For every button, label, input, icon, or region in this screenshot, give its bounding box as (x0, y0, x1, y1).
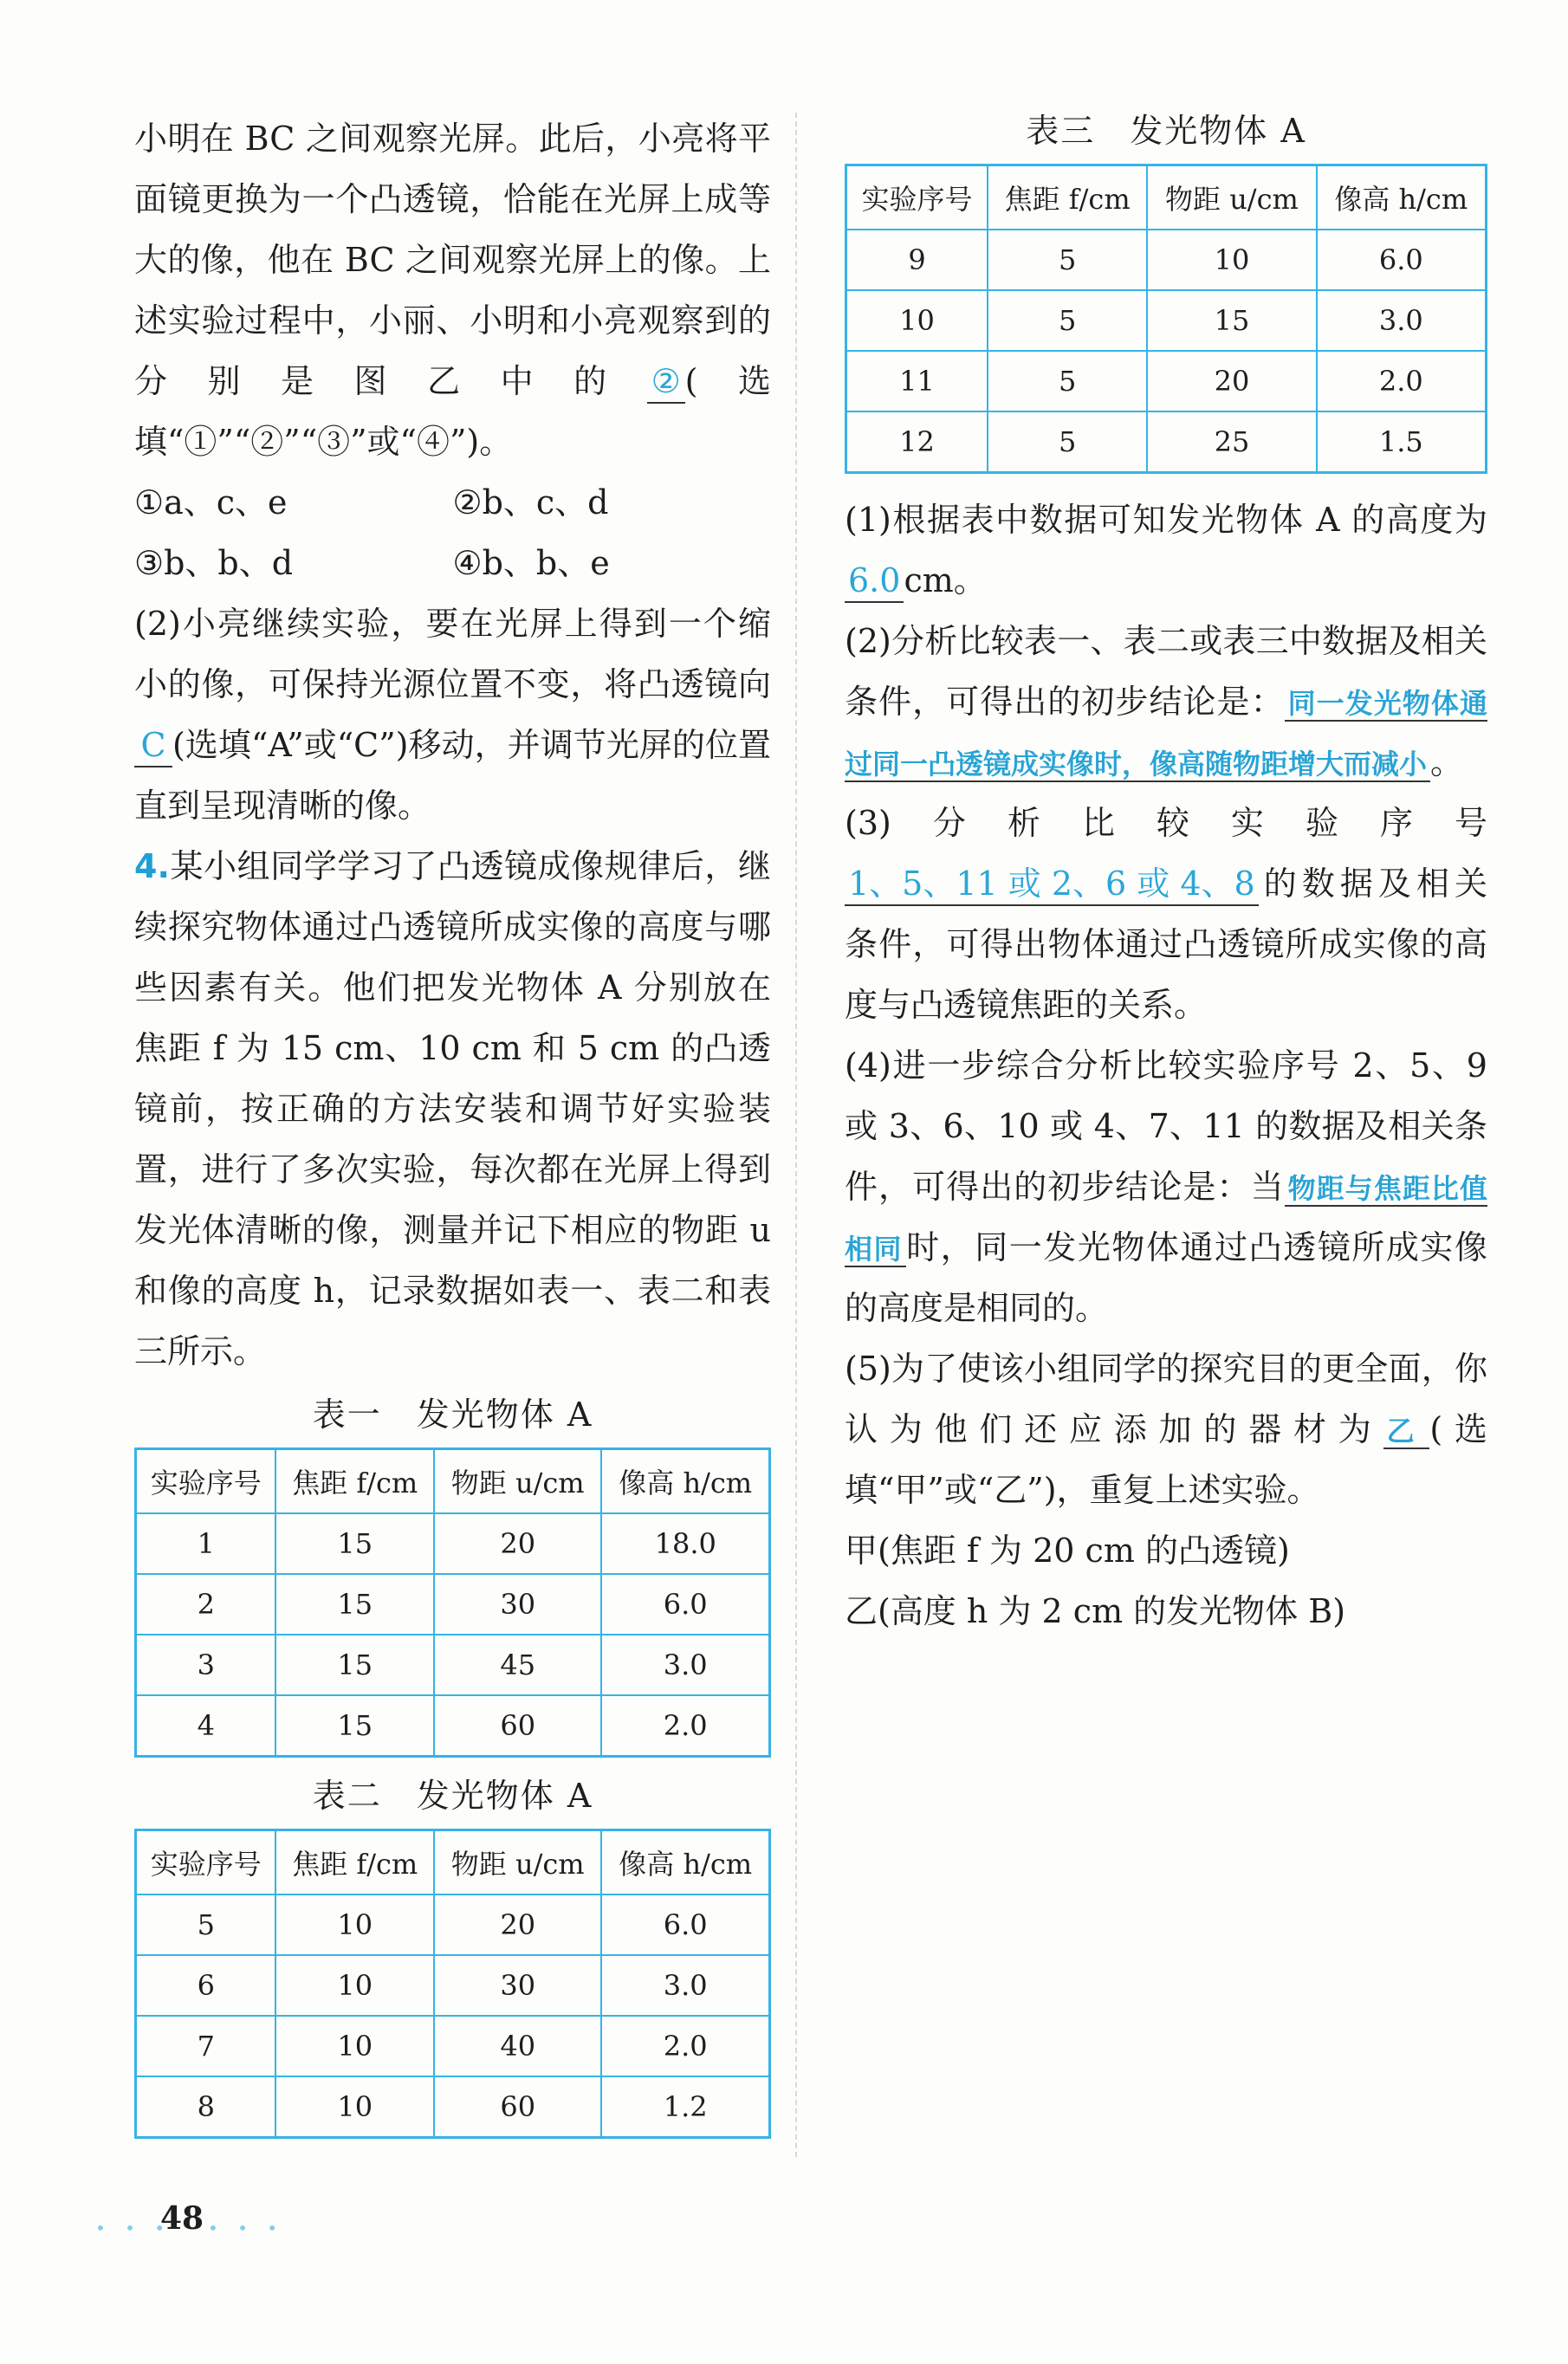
header-cell: 像高 h/cm (601, 1449, 769, 1514)
decorative-dots-right: • • • (208, 2218, 285, 2238)
cell: 30 (434, 1574, 601, 1635)
cell: 5 (988, 351, 1147, 411)
answer-blank-a4: 物距与焦距比值相同 (845, 1172, 1487, 1266)
cell: 45 (434, 1635, 601, 1695)
answer-blank-a1: 6.0 (845, 561, 904, 603)
table-row (846, 230, 1487, 290)
a4-tail: 时，同一发光物体通过凸透镜所成实像的高度是相同的。 (845, 1228, 1487, 1327)
answer-blank-1: ② (647, 362, 685, 404)
option-1: ①a、c、e (134, 483, 288, 521)
page-number: 48 (160, 2200, 204, 2237)
answer-blank-a3: 1、5、11 或 2、6 或 4、8 (845, 865, 1259, 906)
cell: 60 (434, 2076, 601, 2138)
options-row-2 (134, 533, 771, 593)
table-row (136, 1695, 770, 1757)
option-2: ②b、c、d (452, 483, 609, 521)
cell: 3.0 (1317, 290, 1487, 351)
header-cell: 实验序号 (136, 1830, 276, 1895)
column-divider (795, 113, 797, 2157)
table-row (136, 1574, 770, 1635)
header-cell: 像高 h/cm (601, 1830, 769, 1895)
header-cell: 物距 u/cm (1147, 165, 1316, 230)
cell: 5 (988, 230, 1147, 290)
table3-caption: 表三 发光物体 A (1026, 112, 1306, 150)
table-row (846, 351, 1487, 411)
header-cell: 实验序号 (846, 165, 988, 230)
table-row (846, 411, 1487, 473)
cell: 40 (434, 2016, 601, 2076)
cell: 2.0 (1317, 351, 1487, 411)
answer-part-4 (845, 1035, 1487, 1338)
cell: 2.0 (601, 2016, 769, 2076)
cell: 10 (275, 1894, 434, 1955)
cell: 3 (136, 1635, 276, 1695)
cell: 5 (988, 411, 1147, 473)
a5-tail: (选填“甲”或“乙”)，重复上述实验。 (845, 1410, 1487, 1509)
cell: 5 (988, 290, 1147, 351)
question-part-2 (134, 593, 771, 836)
cell: 1.5 (1317, 411, 1487, 473)
option-3: ③b、b、d (134, 544, 294, 582)
cell: 15 (275, 1695, 434, 1757)
header-cell: 焦距 f/cm (275, 1830, 434, 1895)
answer-part-3 (845, 793, 1487, 1035)
table2-caption: 表二 发光物体 A (312, 1777, 593, 1815)
question-4 (134, 836, 771, 1382)
cell: 15 (1147, 290, 1316, 351)
cell: 4 (136, 1695, 276, 1757)
a3-tail: 的数据及相关条件，可得出物体通过凸透镜所成实像的高度与凸透镜焦距的关系。 (845, 865, 1487, 1024)
cell: 18.0 (601, 1513, 769, 1574)
table-header-row (136, 1449, 770, 1514)
a3-text: (3)分析比较实验序号 (845, 804, 1487, 842)
cell: 8 (136, 2076, 276, 2138)
cell: 10 (846, 290, 988, 351)
cell: 9 (846, 230, 988, 290)
table-row (136, 1513, 770, 1574)
cell: 2.0 (601, 1695, 769, 1757)
cell: 20 (434, 1894, 601, 1955)
cell: 6.0 (601, 1574, 769, 1635)
cell: 1.2 (601, 2076, 769, 2138)
cell: 30 (434, 1955, 601, 2016)
cell: 1 (136, 1513, 276, 1574)
table-row (136, 1635, 770, 1695)
cell: 3.0 (601, 1955, 769, 2016)
a1-tail: cm。 (904, 561, 987, 599)
answer-part-2 (845, 611, 1487, 793)
table-1 (134, 1448, 771, 1758)
left-column (134, 108, 771, 2139)
answer-blank-a5: 乙 (1383, 1415, 1430, 1449)
decorative-dots-left: • • • (95, 2218, 172, 2238)
paragraph-continuation (134, 108, 771, 472)
cell: 10 (275, 2076, 434, 2138)
cell: 60 (434, 1695, 601, 1757)
cell: 15 (275, 1635, 434, 1695)
cell: 20 (1147, 351, 1316, 411)
cell: 15 (275, 1574, 434, 1635)
cell: 5 (136, 1894, 276, 1955)
table-row (136, 2076, 770, 2138)
cell: 10 (275, 1955, 434, 2016)
cell: 6.0 (1317, 230, 1487, 290)
a4-text: (4)进一步综合分析比较实验序号 2、5、9 或 3、6、10 或 4、7、11 的数据及相关条件，可得出的初步结论是：当 (845, 1046, 1487, 1206)
answer-part-1 (845, 489, 1487, 611)
cell: 6.0 (601, 1894, 769, 1955)
p2-text: (2)小亮继续实验，要在光屏上得到一个缩小的像，可保持光源位置不变，将凸透镜向 (134, 605, 771, 703)
cell: 3.0 (601, 1635, 769, 1695)
cell: 7 (136, 2016, 276, 2076)
table-3 (845, 164, 1487, 474)
options-row-1 (134, 472, 771, 533)
header-cell: 物距 u/cm (434, 1449, 601, 1514)
a2-tail: 。 (1430, 743, 1464, 781)
option-yi: 乙(高度 h 为 2 cm 的发光物体 B) (845, 1592, 1346, 1630)
cell: 25 (1147, 411, 1316, 473)
question-4-text: 某小组同学学习了凸透镜成像规律后，继续探究物体通过凸透镜所成实像的高度与哪些因素有关。他们把发光物体 A 分别放在焦距 f 为 15 cm、10 cm 和 5 cm 的凸透镜前，按正确的方法安装和调节好实验装置，进行了多次实验，每次都在光屏上得到发光体清晰的像，测量并记下相应的物距 u 和像的高度 h，记录数据如表一、表二和表三所示。 (134, 847, 771, 1370)
question-number: 4. (134, 847, 170, 885)
table-row (136, 1955, 770, 2016)
option-jia: 甲(焦距 f 为 20 cm 的凸透镜) (845, 1532, 1290, 1570)
cell: 20 (434, 1513, 601, 1574)
answer-blank-2: C (134, 726, 172, 767)
cell: 15 (275, 1513, 434, 1574)
answer-blank-a2: 同一发光物体通过同一凸透镜成实像时，像高随物距增大而减小 (845, 687, 1487, 780)
header-cell: 焦距 f/cm (988, 165, 1147, 230)
table-row (136, 1894, 770, 1955)
cell: 10 (275, 2016, 434, 2076)
header-cell: 像高 h/cm (1317, 165, 1487, 230)
cell: 12 (846, 411, 988, 473)
table-header-row (846, 165, 1487, 230)
cell: 6 (136, 1955, 276, 2016)
cell: 2 (136, 1574, 276, 1635)
p1-tail: (选填“①”“②”“③”或“④”)。 (134, 362, 771, 461)
option-4: ④b、b、e (452, 544, 610, 582)
a5-text: (5)为了使该小组同学的探究目的更全面，你认为他们还应添加的器材为 (845, 1350, 1487, 1448)
right-column (845, 108, 1487, 1642)
a1-text: (1)根据表中数据可知发光物体 A 的高度为 (845, 501, 1487, 539)
cell: 11 (846, 351, 988, 411)
table-2 (134, 1829, 771, 2139)
table-row (846, 290, 1487, 351)
header-cell: 焦距 f/cm (275, 1449, 434, 1514)
answer-part-5 (845, 1338, 1487, 1520)
cell: 10 (1147, 230, 1316, 290)
header-cell: 物距 u/cm (434, 1830, 601, 1895)
table1-caption: 表一 发光物体 A (312, 1396, 593, 1434)
header-cell: 实验序号 (136, 1449, 276, 1514)
p2-tail: (选填“A”或“C”)移动，并调节光屏的位置直到呈现清晰的像。 (134, 726, 771, 825)
p1-text: 小明在 BC 之间观察光屏。此后，小亮将平面镜更换为一个凸透镜，恰能在光屏上成等大的像，他在 BC 之间观察光屏上的像。上述实验过程中，小丽、小明和小亮观察到的分别是图乙中的 (134, 120, 771, 400)
table-row (136, 2016, 770, 2076)
a2-text: (2)分析比较表一、表二或表三中数据及相关条件，可得出的初步结论是： (845, 622, 1487, 721)
table-header-row (136, 1830, 770, 1895)
